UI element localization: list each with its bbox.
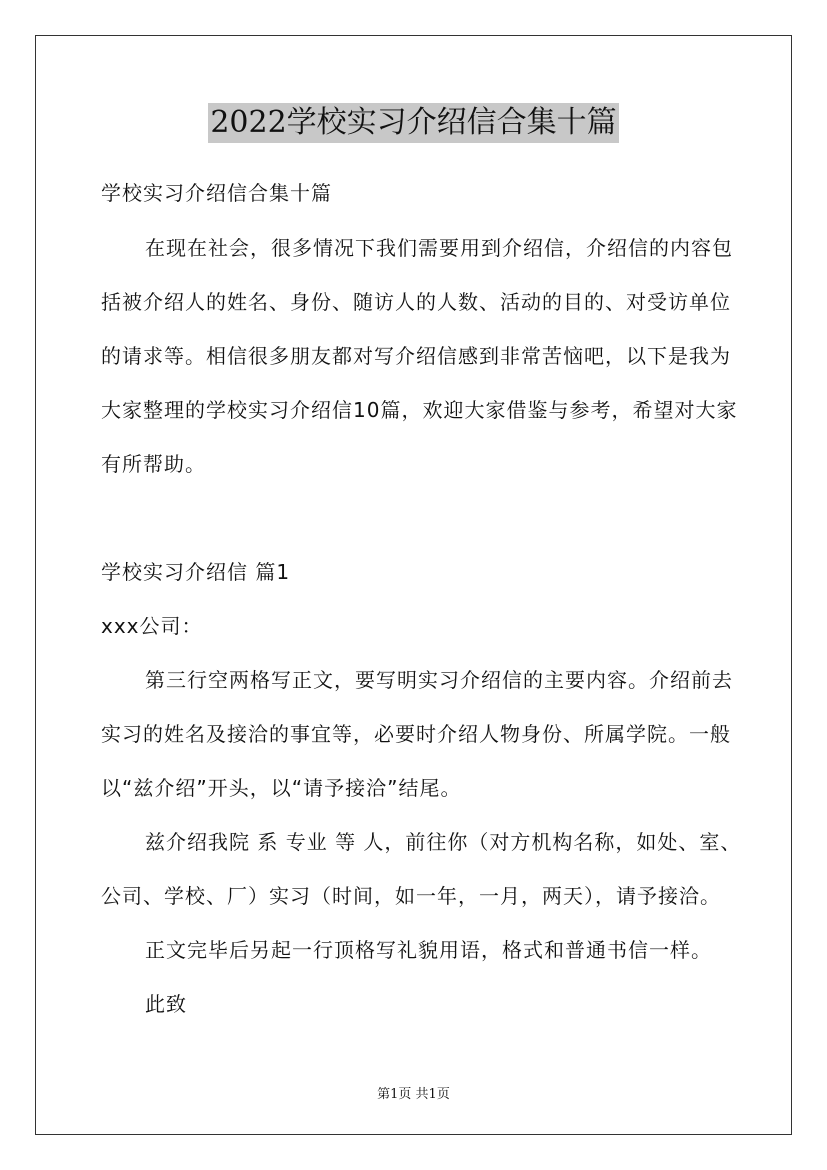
body-line-5: 公司、学校、厂）实习（时间，如一年，一月，两天），请予接洽。 [101, 884, 721, 908]
page-footer: 第1页 共1页 [377, 1087, 450, 1102]
salutation: xxx公司： [101, 614, 203, 638]
section-heading: 学校实习介绍信 篇1 [101, 560, 291, 584]
body-line-2: 实习的姓名及接洽的事宜等，必要时介绍人物身份、所属学院。一般 [101, 722, 731, 746]
body-line-6: 正文完毕后另起一行顶格写礼貌用语，格式和普通书信一样。 [145, 938, 712, 962]
title-container [0, 103, 827, 143]
intro-line-3: 的请求等。相信很多朋友都对写介绍信感到非常苦恼吧，以下是我为 [101, 344, 731, 368]
document-subtitle: 学校实习介绍信合集十篇 [101, 181, 332, 205]
intro-line-4: 大家整理的学校实习介绍信10篇，欢迎大家借鉴与参考，希望对大家 [101, 398, 738, 422]
intro-line-5: 有所帮助。 [101, 452, 206, 476]
closing-line: 此致 [145, 992, 187, 1016]
body-line-4: 兹介绍我院 系 专业 等 人，前往你（对方机构名称，如处、室、 [145, 830, 742, 854]
intro-line-1: 在现在社会，很多情况下我们需要用到介绍信，介绍信的内容包 [145, 236, 733, 260]
body-line-1: 第三行空两格写正文，要写明实习介绍信的主要内容。介绍前去 [145, 668, 733, 692]
document-title: 2022学校实习介绍信合集十篇 [208, 103, 618, 143]
intro-line-2: 括被介绍人的姓名、身份、随访人的人数、活动的目的、对受访单位 [101, 290, 731, 314]
body-line-3: 以“兹介绍”开头，以“请予接洽”结尾。 [101, 776, 462, 800]
